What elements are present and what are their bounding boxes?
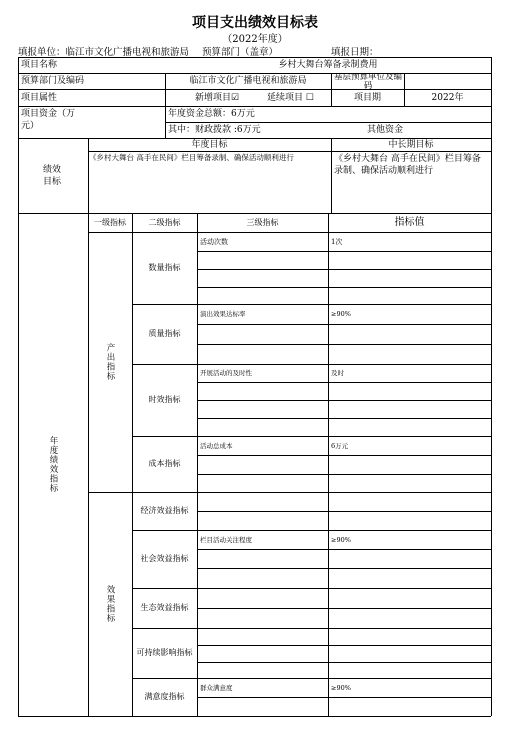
goals-label: 绩效目标 [42, 164, 61, 187]
effect-indicator: 效果指标 [105, 585, 115, 623]
rule [197, 287, 491, 288]
rule [88, 151, 491, 152]
mid-goal-text: 《乡村大舞台 高手在民间》栏目筹备录制、确保活动顺利进行 [334, 154, 481, 176]
ecological-indicator: 生态效益指标 [140, 603, 189, 612]
fill-unit: 填报单位：临江市文化广播电视和旅游局 [18, 47, 190, 58]
q3-name: 开展活动的及时性 [200, 369, 252, 377]
rule [197, 697, 491, 698]
rule [18, 716, 491, 717]
social-indicator: 社会效益指标 [140, 554, 189, 563]
sustain-indicator: 可持续影响指标 [136, 648, 193, 657]
economic-indicator: 经济效益指标 [140, 506, 189, 515]
base-unit-label: 基层预算单位及编码 [333, 73, 402, 89]
rule [491, 57, 492, 716]
rule [197, 324, 491, 325]
q1-name: 活动次数 [200, 237, 228, 246]
q5-value: ≥90% [331, 535, 351, 544]
project-name-label: 项目名称 [21, 60, 58, 70]
dept-code-value: 临江市文化广播电视和旅游局 [189, 76, 307, 86]
page-subtitle: （2022年度） [222, 34, 288, 45]
mid-goal-label: 中长期目标 [388, 139, 434, 150]
col-value: 指标值 [394, 216, 425, 228]
quantity-indicator: 数量指标 [148, 263, 181, 272]
rule [197, 568, 491, 569]
rule [328, 213, 329, 716]
period-label: 项目期 [353, 92, 381, 103]
fill-date: 填报日期： [331, 47, 379, 58]
rule [197, 382, 491, 383]
rule [197, 344, 491, 345]
rule [197, 662, 491, 663]
q1-value: 1次 [331, 237, 343, 246]
output-indicator: 产出指标 [105, 343, 115, 381]
attr-new: 新增项目☑ [194, 92, 240, 103]
annual-indicators-label: 年度绩效指标 [48, 436, 58, 493]
q2-value: ≥90% [331, 310, 351, 318]
quality-indicator: 质量指标 [148, 329, 181, 338]
fund-total: 年度资金总额：6万元 [168, 109, 255, 119]
project-name-value: 乡村大舞台筹备录制费用 [278, 60, 378, 70]
rule [197, 511, 491, 512]
page-title: 项目支出绩效目标表 [192, 15, 318, 31]
rule [197, 645, 491, 646]
q3-value: 及时 [331, 369, 344, 377]
fund-label: 项目资金（万元） [21, 109, 76, 131]
fund-financial: 其中：财政拨款 :6万元 [168, 125, 261, 135]
attr-continue: 延续项目 ☐ [267, 92, 314, 103]
q6-name: 群众满意度 [200, 683, 233, 692]
rule [197, 455, 491, 456]
q2-name: 演出效果达标率 [200, 310, 246, 318]
rule [197, 251, 491, 252]
budget-dept: 预算部门（盖章） [202, 47, 279, 58]
col-level1: 一级指标 [94, 217, 126, 227]
annual-goal-text: 《乡村大舞台 高手在民间》栏目筹备录制、确保活动顺利进行 [89, 153, 294, 162]
dept-code-label: 预算部门及编码 [21, 76, 85, 86]
rule [197, 213, 198, 716]
attr-label: 项目属性 [21, 92, 58, 103]
rule [197, 418, 491, 419]
q5-name: 栏目活动关注程度 [200, 535, 252, 544]
annual-goal-label: 年度目标 [191, 139, 228, 150]
cost-indicator: 成本指标 [148, 459, 181, 468]
rule [197, 400, 491, 401]
timeliness-indicator: 时效指标 [148, 395, 181, 404]
col-level3: 三级指标 [246, 217, 279, 227]
rule [197, 269, 491, 270]
rule [197, 608, 491, 609]
period-value: 2022年 [431, 92, 464, 103]
satisfaction-indicator: 满意度指标 [144, 692, 185, 701]
col-level2: 二级指标 [148, 217, 181, 227]
q6-value: ≥90% [331, 683, 351, 692]
fund-other: 其他资金 [367, 125, 404, 135]
rule [197, 474, 491, 475]
q4-value: 6万元 [331, 441, 349, 450]
rule [197, 549, 491, 550]
q4-name: 活动总成本 [200, 441, 233, 450]
